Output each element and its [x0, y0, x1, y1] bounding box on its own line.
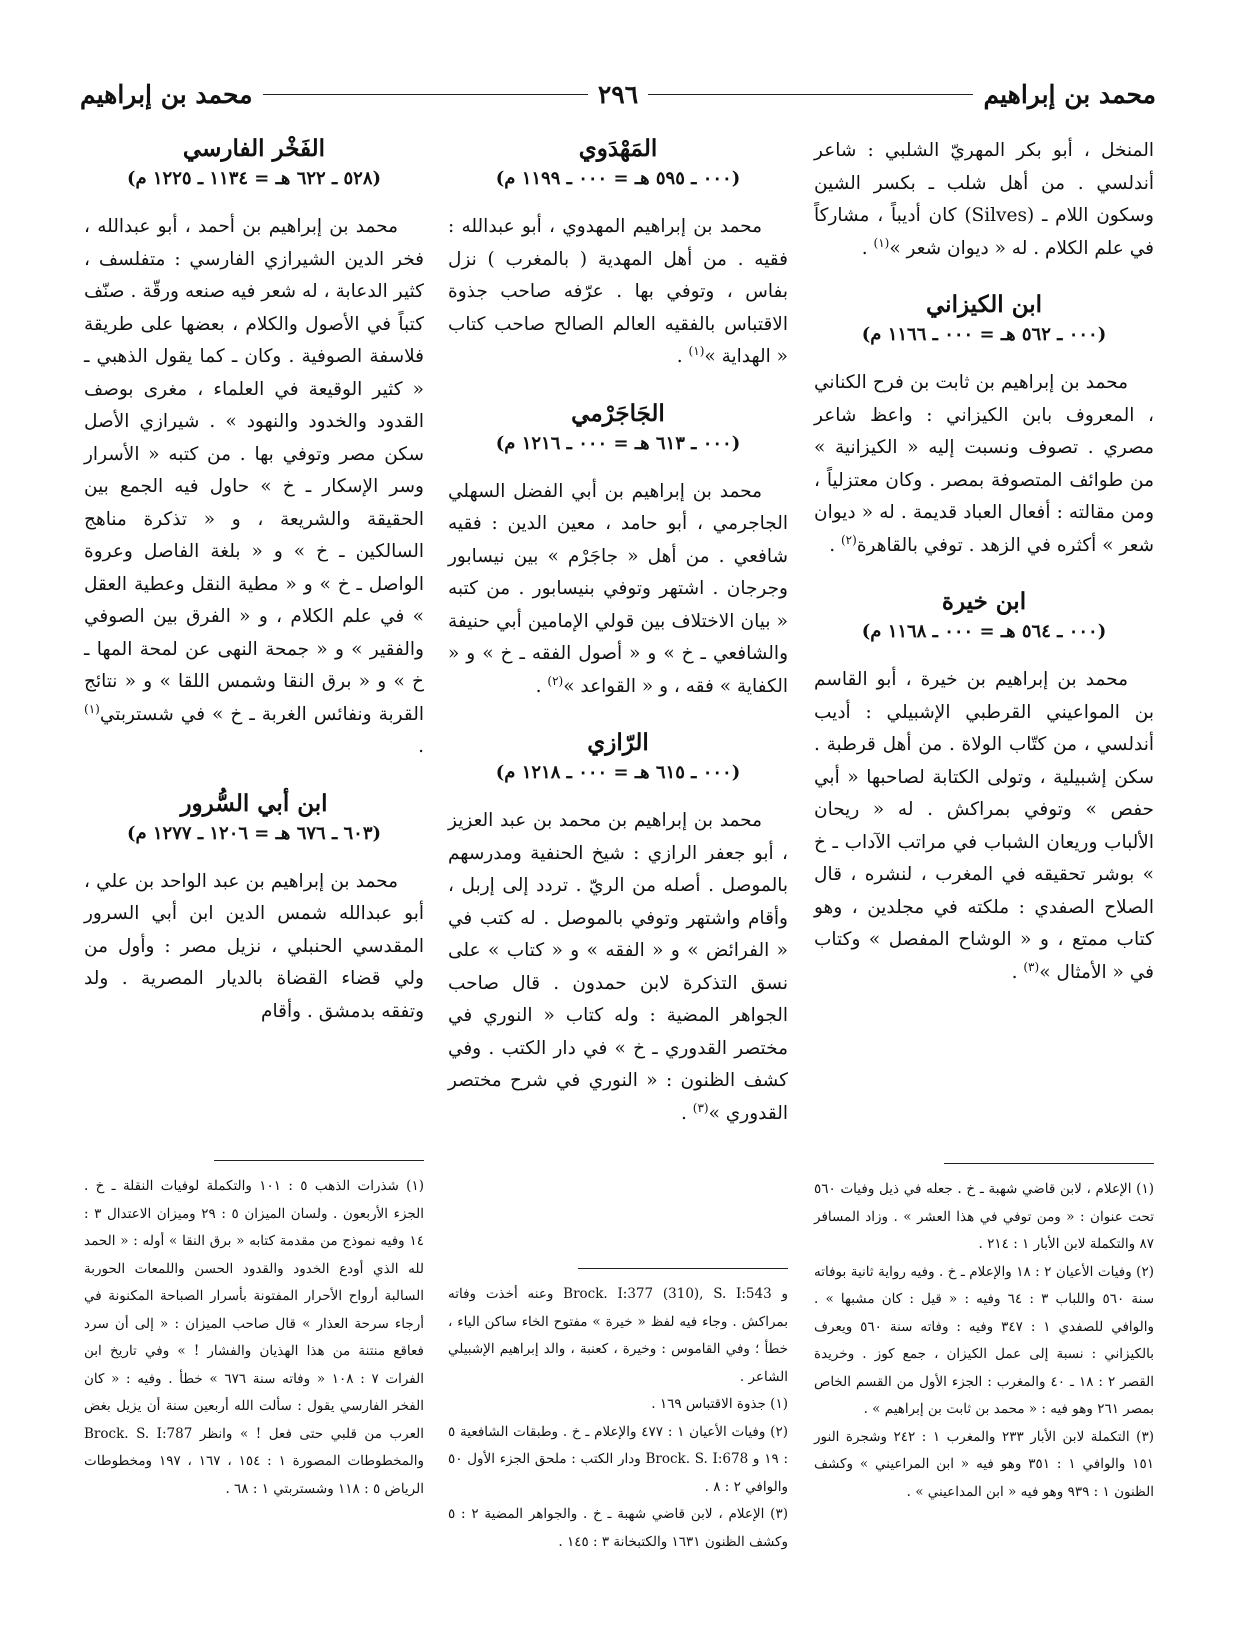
entry-dates: (٠٠٠ ـ ٥٩٥ هـ = ٠٠٠ ـ ١١٩٩ م) — [495, 168, 741, 189]
entry-body: محمد بن إبراهيم بن أبي الفضل السهلي الجاجرمي ، أبو حامد ، معين الدين : فقيه شافعي . من أهل « جاجَرْم » بين نيسابور وجرجان . اشتهر وتوفي بنيسابور . من كتبه « بيان الاختلاف بين قولي الإمامين أبي حنيفة والشافعي ـ خ » و « أصول الفقه ـ خ » و « الكفاية » فقه ، و « القواعد »$^{(٢)}$ . — [448, 480, 788, 697]
entry-dates: (٦٠٣ ـ ٦٧٦ هـ = ١٢٠٦ ـ ١٢٧٧ م) — [126, 822, 382, 844]
footnote-ref: (١) — [873, 235, 890, 250]
entry-continuation — [814, 135, 1154, 265]
footnote-ref: (٣) — [692, 1100, 709, 1115]
entry-body: محمد بن إبراهيم بن خيرة ، أبو القاسم بن المواعيني القرطبي الإشبيلي : أديب أندلسي ، من كتّاب الولاة . من أهل قرطبة . سكن إشبيلية ، وتولى الكتابة لصاحبها « أبي حفص » وتوفي بمراكش . له « ريحان الألباب وريعان الشباب في مراتب الآداب ـ خ » بوشر تحقيقه في المغرب ، لنشره ، قال الصلاح الصفدي : ملكته في مجلدين ، وهو كتاب ممتع ، و « الوشاح المفصل » وكتاب في « الأمثال »$^{(٣)}$ . — [814, 669, 1154, 983]
running-head-left: محمد بن إبراهيم — [79, 79, 253, 109]
footnote: (١) الإعلام ، لابن قاضي شهبة ـ خ . جعله في ذيل وفيات ٥٦٠ تحت عنوان : « ومن توفي في هذا العشر » . وزاد المسافر ٨٧ والتكملة لابن الأبار ١ : ٢١٤ . — [814, 1181, 1154, 1252]
entry-dates: (٠٠٠ ـ ٦١٥ هـ = ٠٠٠ ـ ١٢١٨ م) — [495, 762, 741, 783]
entry-title: ابن أبي السُّرور — [180, 789, 328, 817]
footnote-rule — [944, 1163, 1154, 1164]
entry-dates: (٥٢٨ ـ ٦٢٢ هـ = ١١٣٤ ـ ١٢٢٥ م) — [126, 168, 382, 189]
footnote: (٣) التكملة لابن الأبار ٢٣٣ والمغرب ١ : ٢٤٢ وشجرة النور ١٥١ والوافي ١ : ٣٥١ وهو فيه « ابن المراعيني » وكشف الظنون ١ : ٩٣٩ وهو فيه « ابن المداعيني » . — [814, 1428, 1154, 1500]
entry-body: محمد بن إبراهيم بن أحمد ، أبو عبدالله ، فخر الدين الشيرازي الفارسي : متفلسف ، كثير الدعابة ، له شعر فيه صنعه ورقّة . صنّف كتباً في الأصول والكلام ، بعضها على طريقة فلاسفة الصوفية . وكان ـ كما يقول الذهبي ـ « كثير الوقيعة في العلماء ، مغرى بوصف القدود والخدود والنهود » . شيرازي الأصل سكن مصر وتوفي بها . من كتبه « الأسرار وسر الإسكار ـ خ » حاول فيه الجمع بين الحقيقة والشريعة ، و « تذكرة مناهج السالكين ـ خ » و « بلغة الفاصل وعروة الواصل ـ خ » و « مطية النقل وعطية العقل » في علم الكلام ، و « الفرق بين الصوفي والفقير » و « جمحة النهى عن لمحة المها ـ خ » و « برق النقا وشمس اللقا » و « نتائج القربة ونفائس الغربة ـ خ » في شستربتي$^{(١)}$ . — [84, 216, 424, 757]
entry-title: ابن الكيزاني — [926, 291, 1042, 318]
header-rule-right — [648, 94, 973, 95]
footnote-continuation: و Brock. I:377 (310), S. I:543 وعنه أخذت وفاته بمراكش . وجاء فيه لفظ « خيرة » مفتوح الخاء ساكن الياء ، خطأ ؛ وفي القاموس : وخيرة ، كعنبة ، والد إبراهيم الإشبيلي الشاعر . — [448, 1286, 788, 1385]
footnote: (٣) الإعلام ، لابن قاضي شهبة ـ خ . والجواهر المضية ٢ : ٥ وكشف الظنون ١٦٣١ والكتبخانة ٣ : ١٤٥ . — [448, 1506, 788, 1550]
entry-body: محمد بن إبراهيم بن عبد الواحد بن علي ، أبو عبدالله شمس الدين ابن أبي السرور المقدسي الحنبلي ، نزيل مصر : وأول من ولي قضاء القضاة بالديار المصرية . ولد وتفقه بدمشق . وأقام — [84, 870, 424, 1022]
entry-title: المَهْدَوي — [578, 135, 658, 162]
footnote: (٢) وفيات الأعيان ٢ : ١٨ والإعلام ـ خ . وفيه رواية ثانية بوفاته سنة ٥٦٠ واللباب ٣ : ٦٤ وفيه : « قيل : كان مشبها » . والوافي للصفدي ١ : ٣٤٧ وفيه : وفاته سنة ٥٦٠ ويعرف بالكيزاني : نسبة إلى عمل الكيزان ، جمع كوز . وخريدة القصر ٢ : ١٨ ـ ٤٠ والمغرب : الجزء الأول من القسم الخاص بمصر ٢٦١ وهو فيه : « محمد بن ثابت بن إبراهيم » . — [814, 1263, 1155, 1417]
entry-dates: (٠٠٠ ـ ٥٦٤ هـ = ٠٠٠ ـ ١١٦٨ م) — [861, 621, 1107, 642]
footnotes-right — [814, 1163, 1154, 1506]
entry-title: الفَخْر الفارسي — [182, 135, 326, 162]
running-header — [80, 74, 1156, 114]
entry-ibn-al-kizani — [814, 291, 1154, 562]
entry-body: محمد بن إبراهيم بن ثابت بن فرح الكناني ، المعروف بابن الكيزاني : واعظ شاعر مصري . تصوف ونسبت إليه « الكيزانية » من طوائف المتصوفة بمصر . وكان معتزلياً ، ومن مقالته : أفعال العباد قديمة . له « ديوان شعر » أكثره في الزهد . توفي بالقاهرة$^{(٢)}$ . — [814, 372, 1154, 556]
footnotes-middle — [448, 1268, 788, 1556]
entry-al-fakhr-al-farisi — [84, 135, 424, 764]
entry-body: المنخل ، أبو بكر المهريّ الشلبي : شاعر أندلسي . من أهل شلب ـ بكسر الشين وسكون اللام ـ (Silves) كان أديباً ، مشاركاً في علم الكلام . له « ديوان شعر »$^{(١)}$ . — [814, 140, 1154, 259]
entry-al-jajarmi — [448, 400, 788, 704]
entry-body: محمد بن إبراهيم المهدوي ، أبو عبدالله : فقيه . من أهل المهدية ( بالمغرب ) نزل بفاس ، وتوفي بها . عرّفه صاحب جذوة الاقتباس بالفقيه العالم الصالح صاحب كتاب « الهداية »$^{(١)}$ . — [448, 216, 788, 367]
entry-title: الرّازي — [587, 729, 649, 756]
entry-al-mahdawi — [448, 135, 788, 374]
entry-al-razi — [448, 729, 788, 1130]
entry-title: الجَاجَرْمي — [571, 399, 665, 427]
footnotes-left — [84, 1160, 424, 1503]
entry-title: ابن خيرة — [941, 588, 1027, 615]
footnote-rule — [214, 1160, 424, 1161]
footnote-ref: (٢) — [840, 532, 857, 547]
footnote: (١) جذوة الاقتباس ١٦٩ . — [651, 1396, 788, 1412]
footnote-ref: (١) — [84, 701, 100, 716]
entry-body: محمد بن إبراهيم بن محمد بن عبد العزيز ، أبو جعفر الرازي : شيخ الحنفية ومدرسهم بالموصل . أصله من الريّ . تردد إلى إربل ، وأقام واشتهر وتوفي بالموصل . له كتب في « الفرائض » و « الفقه » و « كتاب » على نسق التذكرة لابن حمدون . قال صاحب الجواهر المضية : وله كتاب « النوري في مختصر القدوري ـ خ » في دار الكتب . وفي كشف الظنون : « النوري في شرح مختصر القدوري »$^{(٣)}$ . — [448, 810, 788, 1124]
footnote: (١) شذرات الذهب ٥ : ١٠١ والتكملة لوفيات النقلة ـ خ . الجزء الأربعون . ولسان الميزان ٥ : ٢٩ وميزان الاعتدال ٣ : ١٤ وفيه نموذج من مقدمة كتابه « برق النقا » أوله : « الحمد لله الذي أودع الخدود والقدود الحسن واللمعات الحوربة السالبة أرواح الأحرار المفتونة بأسرار الصباحة المكنونة في أرجاء سرحة العذار » قال صاحب الميزان : « إلى أن سرد فعاقع منتنة من هذا الهذيان والفشار ! » وفي تاريخ ابن الفرات ٧ : ١٠٨ « وفاته سنة ٦٧٦ » خطأ . وفيه : « كان الفخر الفارسي يقول : سألت الله أربعين سنة أن يزيل بغض العرب من قلبي حتى فعل ! » وانظر Brock. S. I:787 والمخطوطات المصورة ١ : ١٥٤ ، ١٦٧ ، ١٩٧ ومخطوطات الرياض ٥ : ١١٨ وشستربتي ١ : ٦٨ . — [84, 1178, 425, 1497]
entry-dates: (٠٠٠ ـ ٥٦٢ هـ = ٠٠٠ ـ ١١٦٦ م) — [861, 324, 1107, 345]
entry-ibn-abi-al-surur — [84, 790, 424, 1029]
footnote-ref: (٣) — [1023, 959, 1040, 974]
footnote-ref: (٢) — [547, 673, 564, 688]
footnote: (٢) وفيات الأعيان ١ : ٤٧٧ والإعلام ـ خ . وطبقات الشافعية ٥ : ١٩ و Brock. S. I:678 ودار الكتب : ملحق الجزء الأول ٥٠ والوافي ٢ : ٨ . — [448, 1423, 789, 1495]
entry-ibn-khayra — [814, 588, 1154, 989]
running-head-right: محمد بن إبراهيم — [983, 79, 1156, 109]
page-number: ٢٩٦ — [597, 79, 639, 109]
footnote-ref: (١) — [688, 343, 705, 358]
header-rule-left — [263, 94, 588, 95]
entry-dates: (٠٠٠ ـ ٦١٣ هـ = ٠٠٠ ـ ١٢١٦ م) — [495, 432, 741, 454]
footnote-rule — [578, 1268, 788, 1269]
